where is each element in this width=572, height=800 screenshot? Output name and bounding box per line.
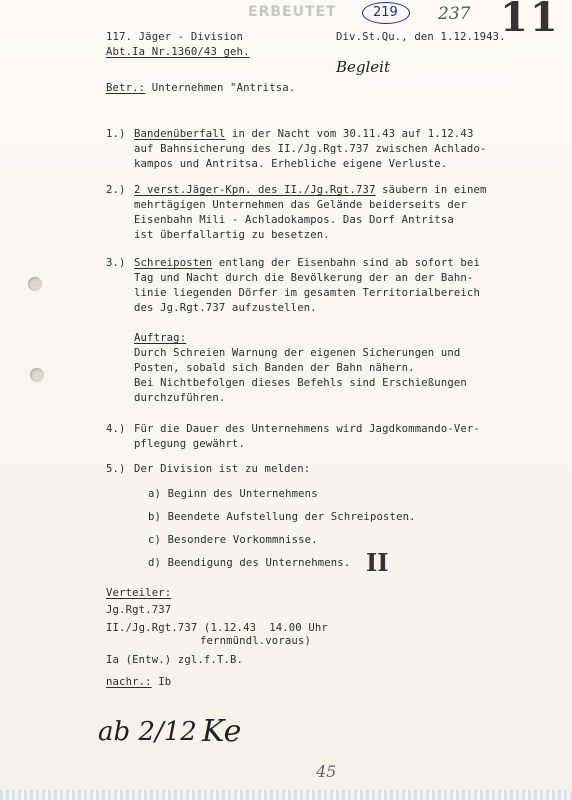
archive-number: 219 <box>373 5 398 20</box>
distribution-line-4: Ia (Entw.) zgl.f.T.B. <box>106 654 244 666</box>
auftrag-line-4: durchzuführen. <box>134 392 226 404</box>
punch-hole-top <box>28 277 42 291</box>
distribution-label: Verteiler: <box>106 587 172 599</box>
auftrag-line-3: Bei Nichtbefolgen dieses Befehls sind Erschießungen <box>134 377 467 389</box>
item-5-c: c) Besondere Vorkommnisse. <box>148 534 318 546</box>
distribution-line-2: II./Jg.Rgt.737 (1.12.43 14.00 Uhr <box>106 622 328 634</box>
scan-edge-band <box>0 790 572 800</box>
punch-hole-bottom <box>30 368 44 382</box>
item-1-line-2: auf Bahnsicherung des II./Jg.Rgt.737 zwischen Achlado- <box>134 143 487 155</box>
location-date: Div.St.Qu., den 1.12.1943. <box>336 31 506 43</box>
folio-number: 237 <box>438 4 471 24</box>
item-5-d: d) Beendigung des Unternehmens. <box>148 557 351 569</box>
item-4-line-1: Für die Dauer des Unternehmens wird Jagdkommando-Ver- <box>134 423 480 435</box>
item-5-number: 5.) <box>106 463 126 475</box>
item-3-line-1: Schreiposten entlang der Eisenbahn sind ab sofort bei <box>134 257 480 269</box>
item-1-line-3: kampos und Antritsa. Erhebliche eigene Verluste. <box>134 158 448 170</box>
item-3-number: 3.) <box>106 257 126 269</box>
item-2-number: 2.) <box>106 184 126 196</box>
nachr-text: Ib <box>151 676 172 688</box>
item-5-a: a) Beginn des Unternehmens <box>148 488 318 500</box>
item-1-lead: Bandenüberfall <box>134 128 226 140</box>
item-1-line-1: Bandenüberfall in der Nacht vom 30.11.43 auf 1.12.43 <box>134 128 474 140</box>
subject-text: Unternehmen "Antritsa. <box>151 82 296 94</box>
handwritten-initials: Ke <box>202 714 242 749</box>
handwritten-begleit: Begleit <box>336 58 391 76</box>
distribution-line-3: fernmündl.voraus) <box>200 635 311 647</box>
side-mark: II <box>366 548 389 577</box>
auftrag-line-1: Durch Schreien Warnung der eigenen Sicherungen und <box>134 347 461 359</box>
archive-number-stamp <box>362 2 410 24</box>
nachr-line <box>106 676 171 689</box>
item-3-lead: Schreiposten <box>134 257 213 269</box>
item-2-line-2: mehrtägigen Unternehmen das Gelände beiderseits der <box>134 199 467 211</box>
item-2-line-3: Eisenbahn Mili - Achladokampos. Das Dorf Antritsa <box>134 214 454 226</box>
item-2-line-1: 2 verst.Jäger-Kpn. des II./Jg.Rgt.737 säubern in einem <box>134 184 487 196</box>
item-4-line-2: pflegung gewährt. <box>134 438 245 450</box>
auftrag-line-2: Posten, sobald sich Banden der Bahn nähern. <box>134 362 415 374</box>
item-3-line-4: des Jg.Rgt.737 aufzustellen. <box>134 302 317 314</box>
item-2-lead: 2 verst.Jäger-Kpn. des II./Jg.Rgt.737 <box>134 184 376 196</box>
item-4-number: 4.) <box>106 423 126 435</box>
captured-stamp: ERBEUTET <box>248 4 337 20</box>
distribution-line-1: Jg.Rgt.737 <box>106 604 172 616</box>
item-5-b: b) Beendete Aufstellung der Schreiposten. <box>148 511 416 523</box>
handwritten-footer-note: ab 2/12 <box>98 717 197 747</box>
reference-number: Abt.Ia Nr.1360/43 geh. <box>106 46 250 58</box>
item-5-line-1: Der Division ist zu melden: <box>134 463 311 475</box>
folio-large-mark: 11 <box>500 0 560 41</box>
item-2-line-4: ist überfallartig zu besetzen. <box>134 229 330 241</box>
subject-line <box>106 82 295 95</box>
subject-label: Betr.: <box>106 82 146 94</box>
division-name: 117. Jäger - Division <box>106 31 244 43</box>
auftrag-label: Auftrag: <box>134 332 187 344</box>
item-1-number: 1.) <box>106 128 126 140</box>
item-3-line-2: Tag und Nacht durch die Bevölkerung der an der Bahn- <box>134 272 474 284</box>
handwritten-page-number: 45 <box>316 762 337 781</box>
item-3-line-3: linie liegenden Dörfer im gesamten Territorialbereich <box>134 287 480 299</box>
nachr-label: nachr.: <box>106 676 152 688</box>
